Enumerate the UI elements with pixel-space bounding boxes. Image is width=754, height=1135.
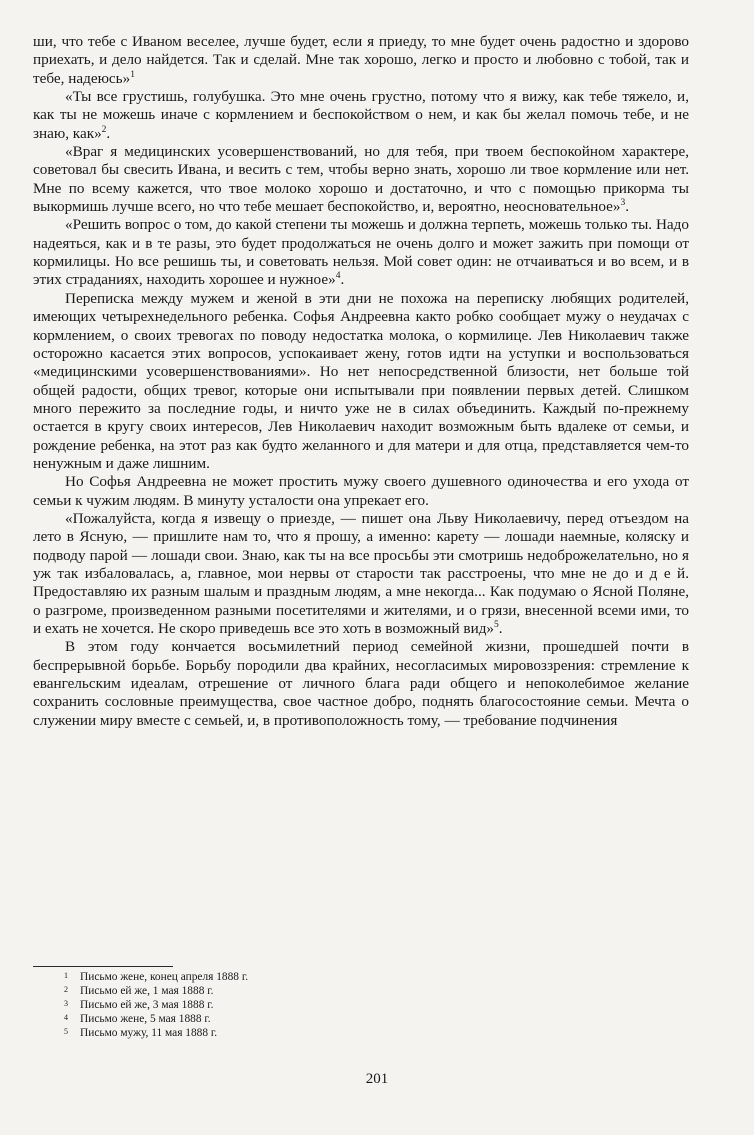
footnote-1: [64, 971, 664, 985]
paragraph-7: «Пожалуйста, когда я извещу о приезде, — пишет она Льву Николаевичу, перед отъездом на лето в Ясную, — пришлите нам то, что я прошу, а именно: карету — лошади наемные, коляску и подводу парой — лошади свои. Знаю, как ты на все просьбы эти смотришь недоброжелательно, но я уж так избаловалась, а, главное, мои нервы от старости так расстроены, что мне не до и д е й. Предоставляю их разным шалым и праздным людям, а мне некогда... Как подумаю о Ясной Поляне, о разгроме, произведенном разными посетителями и жителями, и о грязи, внесенной всеми ими, то и ехать не хочется. Не скоро приведешь все это хоть в возможный вид»$^5$.: [33, 509, 689, 637]
footnote-ref-2[interactable]: 2: [101, 124, 107, 135]
paragraph-4: «Решить вопрос о том, до какой степени ты можешь и должна терпеть, можешь только ты. Надо надеяться, как и в те разы, это будет продолжаться не очень долго и может зажить при помощи от кормилицы. Но все решишь ты, и советовать нельзя. Мой совет один: не отчаиваться и во всем, и в этих страданиях, находить хорошее и нужное»$^4$.: [33, 216, 689, 289]
footnote-number: 1: [64, 971, 68, 980]
footnote-number: 4: [64, 1012, 68, 1022]
footnote-ref-3[interactable]: 3: [620, 198, 626, 209]
footnote-number: 3: [64, 998, 68, 1008]
footnote-2: [64, 985, 664, 999]
footnote-text: Письмо жене, конец апреля 1888 г.: [80, 971, 249, 983]
main-text: [33, 33, 689, 730]
paragraph-1: ши, что тебе с Иваном веселее, лучше будет, если я приеду, то мне будет очень радостно и здорово приехать, и дело найдется. Так и сделай. Мне так хорошо, легко и просто и любовно с тобой, так и тебе, надеюсь»$^1$: [33, 33, 689, 87]
footnote-divider: [33, 966, 173, 967]
footnote-5: [64, 1027, 664, 1041]
footnote-ref-5[interactable]: 5: [494, 619, 499, 630]
footnotes: [64, 971, 664, 1041]
page-number: 201: [365, 1071, 389, 1087]
paragraph-5: Переписка между мужем и женой в эти дни не похожа на переписку любящих родителей, имеющих четырехнедельного ребенка. Софья Андреевна както робко сообщает мужу о неудачах с кормлением, о своих тревогах по поводу недостатка молока, о кормилице. Лев Николаевич также осторожно касается этих вопросов, успокаивает жену, готов идти на уступки и воспользоваться «медицинскими усовершенствованиями». Но нет непосредственной близости, нет больше той общей радости, общих тревог, которые они испытывали при появлении первых детей. Слишком много пережито за последние годы, и ничто уже не в силах объединить. Каждый по-прежнему остается в кругу своих интересов, Лев Николаевич находит возможным быть вдалеке от семьи, и рождение ребенка, на этот раз как будто желанного и для матери и для отца, представляется чем-то ненужным и даже лишним.: [33, 289, 689, 472]
footnote-text: Письмо жене, 5 мая 1888 г.: [80, 1012, 211, 1025]
footnote-text: Письмо ей же, 3 мая 1888 г.: [80, 998, 214, 1011]
footnote-ref-4[interactable]: 4: [335, 271, 341, 282]
footnote-text: Письмо мужу, 11 мая 1888 г.: [80, 1026, 218, 1039]
paragraph-2: «Ты все грустишь, голубушка. Это мне очень грустно, потому что я вижу, как тебе тяжело, и, как ты не можешь иначе с кормлением и беспокойством о нем, и как бы желал помочь тебе, и не знаю, как»$^2$.: [33, 88, 689, 142]
footnote-4: [64, 1013, 664, 1027]
paragraph-6: Но Софья Андреевна не может простить мужу своего душевного одиночества и его ухода от семьи к чужим людям. В минуту усталости она упрекает его.: [33, 473, 689, 509]
footnote-3: [64, 999, 664, 1013]
footnote-text: Письмо ей же, 1 мая 1888 г.: [80, 984, 214, 997]
paragraph-8: В этом году кончается восьмилетний период семейной жизни, прошедшей почти в беспрерывной борьбе. Борьбу породили два крайних, несогласимых мировоззрения: стремление к евангельским идеалам, отрешение от личного блага ради общего и непоколебимое желание сохранить сословные преимущества, свое частное добро, поднять благосостояние семьи. Мечта о служении миру вместе с семьей, и, в противоположность тому, — требование подчинения: [33, 638, 689, 729]
footnote-number: 5: [64, 1026, 68, 1036]
paragraph-3: «Враг я медицинских усовершенствований, но для тебя, при твоем беспокойном характере, советовал бы свесить Ивана, и весить с тем, чтобы верно знать, хорошо ли твое кормление или нет. Мне по всему кажется, что твое молоко хорошо и достаточно, и что с помощью прикорма ты выкормишь лучше всего, но что тебе мешает беспокойство, и, вероятно, неосновательное»$^3$.: [33, 143, 689, 216]
footnote-ref-1[interactable]: 1: [130, 69, 135, 80]
footnote-number: 2: [64, 984, 68, 994]
